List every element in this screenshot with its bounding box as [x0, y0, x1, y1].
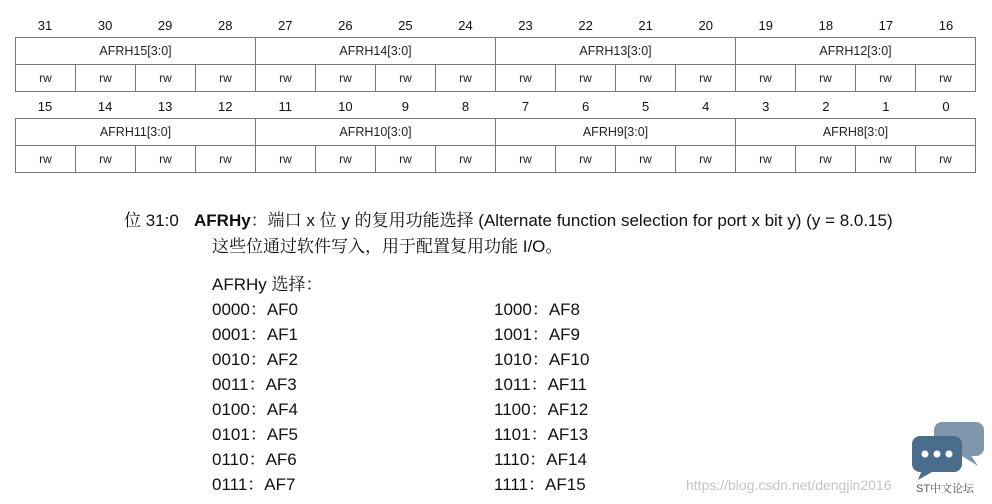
- selection-separator: ：: [529, 450, 547, 469]
- logo-text: ST中文论坛: [916, 483, 975, 495]
- bit-number: 17: [878, 17, 894, 33]
- access-cell: rw: [616, 146, 676, 173]
- bit-number: 21: [638, 17, 653, 33]
- bit-number: 6: [581, 98, 590, 114]
- access-cell: rw: [496, 65, 556, 92]
- bit-number: 5: [642, 98, 650, 114]
- bit-number: 12: [217, 98, 233, 114]
- access-cell: rw: [556, 146, 616, 173]
- bit-number: 26: [338, 17, 353, 33]
- selection-code: 0001: [212, 325, 250, 344]
- selection-item: [494, 397, 694, 422]
- access-cell: rw: [76, 65, 136, 92]
- selection-code: 1010: [494, 350, 532, 369]
- selection-code: 1001: [494, 325, 532, 344]
- field-cell: AFRH9[3:0]: [496, 119, 736, 146]
- bit-number: 23: [518, 17, 533, 33]
- description-title: [124, 208, 893, 234]
- selection-separator: ：: [249, 350, 267, 369]
- selection-item: [212, 372, 494, 397]
- register-high: [15, 13, 976, 92]
- selection-code: 1011: [494, 375, 531, 394]
- access-cell: rw: [676, 65, 736, 92]
- selection-item: [494, 322, 694, 347]
- access-row: [15, 146, 976, 173]
- access-cell: rw: [16, 146, 76, 173]
- selection-item: [212, 347, 494, 372]
- selection-item: [494, 447, 694, 472]
- field-description: [124, 208, 893, 260]
- selection-code: 0000: [212, 300, 250, 319]
- bit-number: 30: [97, 17, 113, 33]
- bit-number: 8: [461, 98, 470, 114]
- selection-separator: ：: [530, 400, 548, 419]
- selection-grid: [212, 297, 694, 497]
- bit-number: 16: [938, 17, 954, 33]
- selection-separator: ：: [249, 425, 267, 444]
- bit-number: 15: [37, 98, 53, 114]
- selection-code: 0011: [212, 375, 249, 394]
- access-cell: rw: [436, 65, 496, 92]
- bit-number-row: [15, 94, 976, 118]
- selection-af: AF1: [266, 325, 299, 344]
- selection-code: 0101: [212, 425, 250, 444]
- selection-item: [494, 422, 694, 447]
- selection-separator: ：: [531, 350, 549, 369]
- selection-af: AF10: [548, 350, 590, 369]
- selection-af: AF9: [548, 325, 581, 344]
- selection-separator: ：: [249, 400, 267, 419]
- field-name: AFRHy: [194, 211, 251, 230]
- chat-bubbles-icon: [912, 420, 986, 487]
- selection-list: [212, 272, 694, 497]
- selection-item: [212, 322, 494, 347]
- selection-af: AF7: [264, 475, 296, 494]
- selection-item: [494, 347, 694, 372]
- selection-code: 1111: [494, 475, 529, 494]
- selection-af: AF0: [266, 300, 299, 319]
- bit-number: 10: [338, 98, 353, 114]
- selection-code: 0111: [212, 475, 248, 494]
- access-cell: rw: [856, 146, 916, 173]
- bit-number: 2: [822, 98, 830, 114]
- selection-separator: ：: [247, 475, 265, 494]
- bit-number: 1: [882, 98, 890, 114]
- selection-item: [212, 447, 494, 472]
- selection-label: AFRHy 选择：: [212, 275, 323, 294]
- access-cell: rw: [496, 146, 556, 173]
- field-cell: AFRH10[3:0]: [256, 119, 496, 146]
- selection-separator: ：: [248, 450, 266, 469]
- watermark: https://blog.csdn.net/dengjin2016: [686, 477, 892, 493]
- selection-item: [494, 297, 694, 322]
- selection-code: 1100: [494, 400, 531, 419]
- selection-code: 0110: [212, 450, 249, 469]
- bit-number: 25: [398, 17, 413, 33]
- selection-separator: ：: [248, 375, 266, 394]
- selection-item: [212, 472, 494, 497]
- bit-number: 19: [758, 17, 774, 33]
- selection-item: [212, 422, 494, 447]
- access-cell: rw: [376, 146, 436, 173]
- selection-separator: ：: [249, 300, 267, 319]
- access-cell: rw: [856, 65, 916, 92]
- description-body: 这些位通过软件写入，用于配置复用功能 I/O。: [212, 237, 563, 256]
- access-cell: rw: [316, 146, 376, 173]
- access-cell: rw: [916, 146, 976, 173]
- bit-number: 14: [97, 98, 113, 114]
- access-cell: rw: [796, 65, 856, 92]
- bit-number: 9: [401, 98, 410, 114]
- field-cell: AFRH13[3:0]: [496, 38, 736, 65]
- field-row: [15, 37, 976, 65]
- bit-number: 27: [278, 17, 293, 33]
- field-cell: AFRH14[3:0]: [256, 38, 496, 65]
- selection-separator: ：: [530, 425, 548, 444]
- access-cell: rw: [196, 65, 256, 92]
- selection-separator: ：: [249, 325, 267, 344]
- access-cell: rw: [376, 65, 436, 92]
- bit-number: 11: [278, 98, 293, 114]
- selection-separator: ：: [528, 475, 546, 494]
- selection-af: AF6: [265, 450, 297, 469]
- access-cell: rw: [196, 146, 256, 173]
- selection-af: AF12: [547, 400, 589, 419]
- selection-af: AF13: [547, 425, 589, 444]
- selection-af: AF14: [546, 450, 587, 469]
- selection-item: [212, 397, 494, 422]
- access-cell: rw: [676, 146, 736, 173]
- selection-code: 0010: [212, 350, 250, 369]
- selection-separator: ：: [531, 300, 549, 319]
- bit-number: 13: [157, 98, 173, 114]
- bit-number: 18: [818, 17, 834, 33]
- access-cell: rw: [616, 65, 676, 92]
- bit-number: 7: [521, 98, 530, 114]
- selection-separator: ：: [530, 375, 548, 394]
- bit-number: 29: [157, 17, 173, 33]
- selection-item: [494, 372, 694, 397]
- access-cell: rw: [316, 65, 376, 92]
- bit-number: 20: [698, 17, 713, 33]
- selection-af: AF5: [266, 425, 299, 444]
- bit-number: 24: [458, 17, 473, 33]
- bit-number: 31: [37, 17, 53, 33]
- field-cell: AFRH15[3:0]: [16, 38, 256, 65]
- selection-af: AF3: [265, 375, 297, 394]
- access-cell: rw: [916, 65, 976, 92]
- selection-code: 1000: [494, 300, 532, 319]
- selection-af: AF2: [266, 350, 299, 369]
- access-cell: rw: [436, 146, 496, 173]
- selection-code: 1110: [494, 450, 530, 469]
- selection-af: AF4: [266, 400, 299, 419]
- access-cell: rw: [256, 146, 316, 173]
- field-cell: AFRH12[3:0]: [736, 38, 976, 65]
- access-cell: rw: [16, 65, 76, 92]
- access-cell: rw: [796, 146, 856, 173]
- selection-item: [212, 297, 494, 322]
- field-row: [15, 118, 976, 146]
- selection-af: AF8: [548, 300, 581, 319]
- access-cell: rw: [256, 65, 316, 92]
- access-cell: rw: [736, 146, 796, 173]
- selection-separator: ：: [531, 325, 549, 344]
- bit-number: 28: [217, 17, 233, 33]
- bit-number: 22: [578, 17, 593, 33]
- selection-code: 1101: [494, 425, 531, 444]
- selection-item: [494, 472, 694, 497]
- access-cell: rw: [556, 65, 616, 92]
- bit-number: 3: [762, 98, 770, 114]
- description-title-text: ：端口 x 位 y 的复用功能选择 (Alternate function selection for port x bit y) (y = 8.0.15): [250, 211, 893, 230]
- bit-number: 0: [942, 98, 950, 114]
- access-cell: rw: [76, 146, 136, 173]
- bit-range: 位 31:0: [124, 211, 179, 230]
- selection-af: AF15: [545, 475, 586, 494]
- register-low: [15, 94, 976, 173]
- field-cell: AFRH11[3:0]: [16, 119, 256, 146]
- access-cell: rw: [136, 65, 196, 92]
- bit-number: 4: [702, 98, 710, 114]
- selection-code: 0100: [212, 400, 250, 419]
- field-cell: AFRH8[3:0]: [736, 119, 976, 146]
- selection-af: AF11: [547, 375, 587, 394]
- bit-number-row: [15, 13, 976, 37]
- access-row: [15, 65, 976, 92]
- access-cell: rw: [736, 65, 796, 92]
- access-cell: rw: [136, 146, 196, 173]
